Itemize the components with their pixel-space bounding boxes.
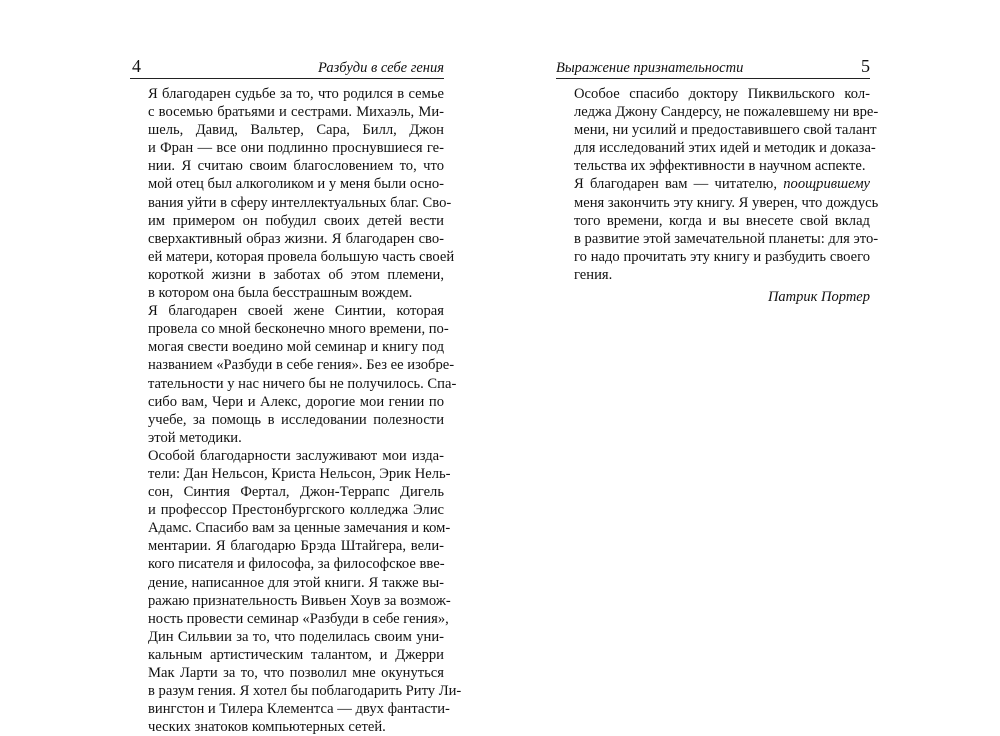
right-running-title: Выражение признательности [556,60,744,76]
text-line: кого писателя и философа, за философское вве- [148,556,445,573]
text-line: с восемью братьями и сестрами. Михаэль, Ми- [148,104,444,121]
text-line: в развитие этой замечательной планеты: для это- [574,230,879,247]
left-running-title: Разбуди в себе гения [318,60,444,76]
text-line: сибо вам, Чери и Алекс, дорогие мои гении по [148,393,444,410]
text-line: ражаю признательность Вивьен Хоув за возмож- [148,592,451,609]
text-line: мени, ни усилий и предоставившего свой талант [574,122,877,139]
text-line: нии. Я считаю своим благословением то, что [148,158,444,175]
text-line: Адамс. Спасибо вам за ценные замечания и ком- [148,520,451,537]
text-line: короткой жизни в заботах об этом племени, [148,266,444,283]
right-running-head [556,58,870,79]
text-line: Я благодарен судьбе за то, что родился в семье [148,86,444,102]
text-line: меня закончить эту книгу. Я уверен, что дождусь [574,194,879,211]
paragraph-publishers [130,447,462,736]
text-line: ей матери, которая провела большую часть своей [148,248,455,265]
text-line: сверхактивный образ жизни. Я благодарен сво- [148,230,444,247]
text-line: и профессор Престонбургского колледжа Элис [148,502,444,519]
text-line: тели: Дан Нельсон, Криста Нельсон, Эрик Нель- [148,465,451,482]
text-line: мой отец был алкоголиком и у меня были осно- [148,176,444,193]
right-page-number: 5 [861,56,870,76]
text-line: леджа Джону Сандерсу, не пожалевшему ни вре- [574,104,879,121]
right-page [556,56,879,306]
right-page-text [556,85,879,306]
paragraph-family [130,85,455,302]
text-line: Я благодарен своей жене Синтии, которая [148,303,444,320]
text-fragment: Я благодарен вам — читателю, [574,176,777,193]
text-line: могая свести воедино мой семинар и книгу под [148,339,444,356]
text-line: вингстон и Тилера Клементса — двух фантасти- [148,701,450,718]
left-page [130,56,462,736]
paragraph-sanders [556,85,879,175]
text-line: и Фран — все они подлинно проснувшиеся ге- [148,140,444,157]
text-line: им примером он побудил своих детей вести [148,212,444,229]
text-line: для исследований этих идей и методик и доказа- [574,140,876,157]
text-line: дение, написанное для этой книги. Я также вы- [148,574,444,591]
text-line: того времени, когда и вы внесете свой вклад [574,212,870,229]
text-line: шель, Давид, Вальтер, Сара, Билл, Джон [148,122,444,139]
text-line: гения. [574,266,613,283]
left-running-head [130,58,444,79]
emphasized-word: поощрившему [783,176,870,193]
text-line: тельства их эффективности в научном аспекте. [574,158,866,175]
paragraph-reader [556,175,879,284]
author-signature: Патрик Портер [767,289,870,306]
text-line: учебе, за помощь в исследовании полезности [148,411,444,428]
text-line: кальным артистическим талантом, и Джерри [148,646,444,663]
text-line: ментарии. Я благодарю Брэда Штайгера, вели- [148,538,444,555]
text-line [556,175,870,193]
text-line: Особой благодарности заслуживают мои изда- [148,447,444,464]
text-line: в котором она была бесстрашным вождем. [148,285,413,302]
text-line: вания уйти в сферу интеллектуальных благ. Сво- [148,194,452,211]
text-line: Особое спасибо доктору Пиквильского кол- [574,86,870,102]
left-page-text [130,85,462,736]
left-page-number: 4 [132,56,141,76]
text-line: этой методики. [148,429,242,446]
text-line: в разум гения. Я хотел бы поблагодарить Риту Ли- [148,683,462,700]
text-line: тательности у нас ничего бы не получилось. Спа- [148,375,457,392]
text-line: сон, Синтия Фертал, Джон-Террапс Дигель [148,484,444,501]
text-line: Дин Сильвии за то, что поделилась своим уни- [148,628,444,645]
paragraph-wife [130,302,457,447]
text-line: провела со мной бесконечно много времени, по- [148,321,449,338]
text-line: ческих знатоков компьютерных сетей. [148,719,386,736]
text-line: Мак Ларти за то, что позволил мне окунуться [148,665,444,681]
text-line: ность провести семинар «Разбуди в себе гения», [148,610,449,627]
text-line: названием «Разбуди в себе гения». Без ее изобре- [148,357,455,374]
text-line: го надо прочитать эту книгу и разбудить своего [574,248,870,265]
